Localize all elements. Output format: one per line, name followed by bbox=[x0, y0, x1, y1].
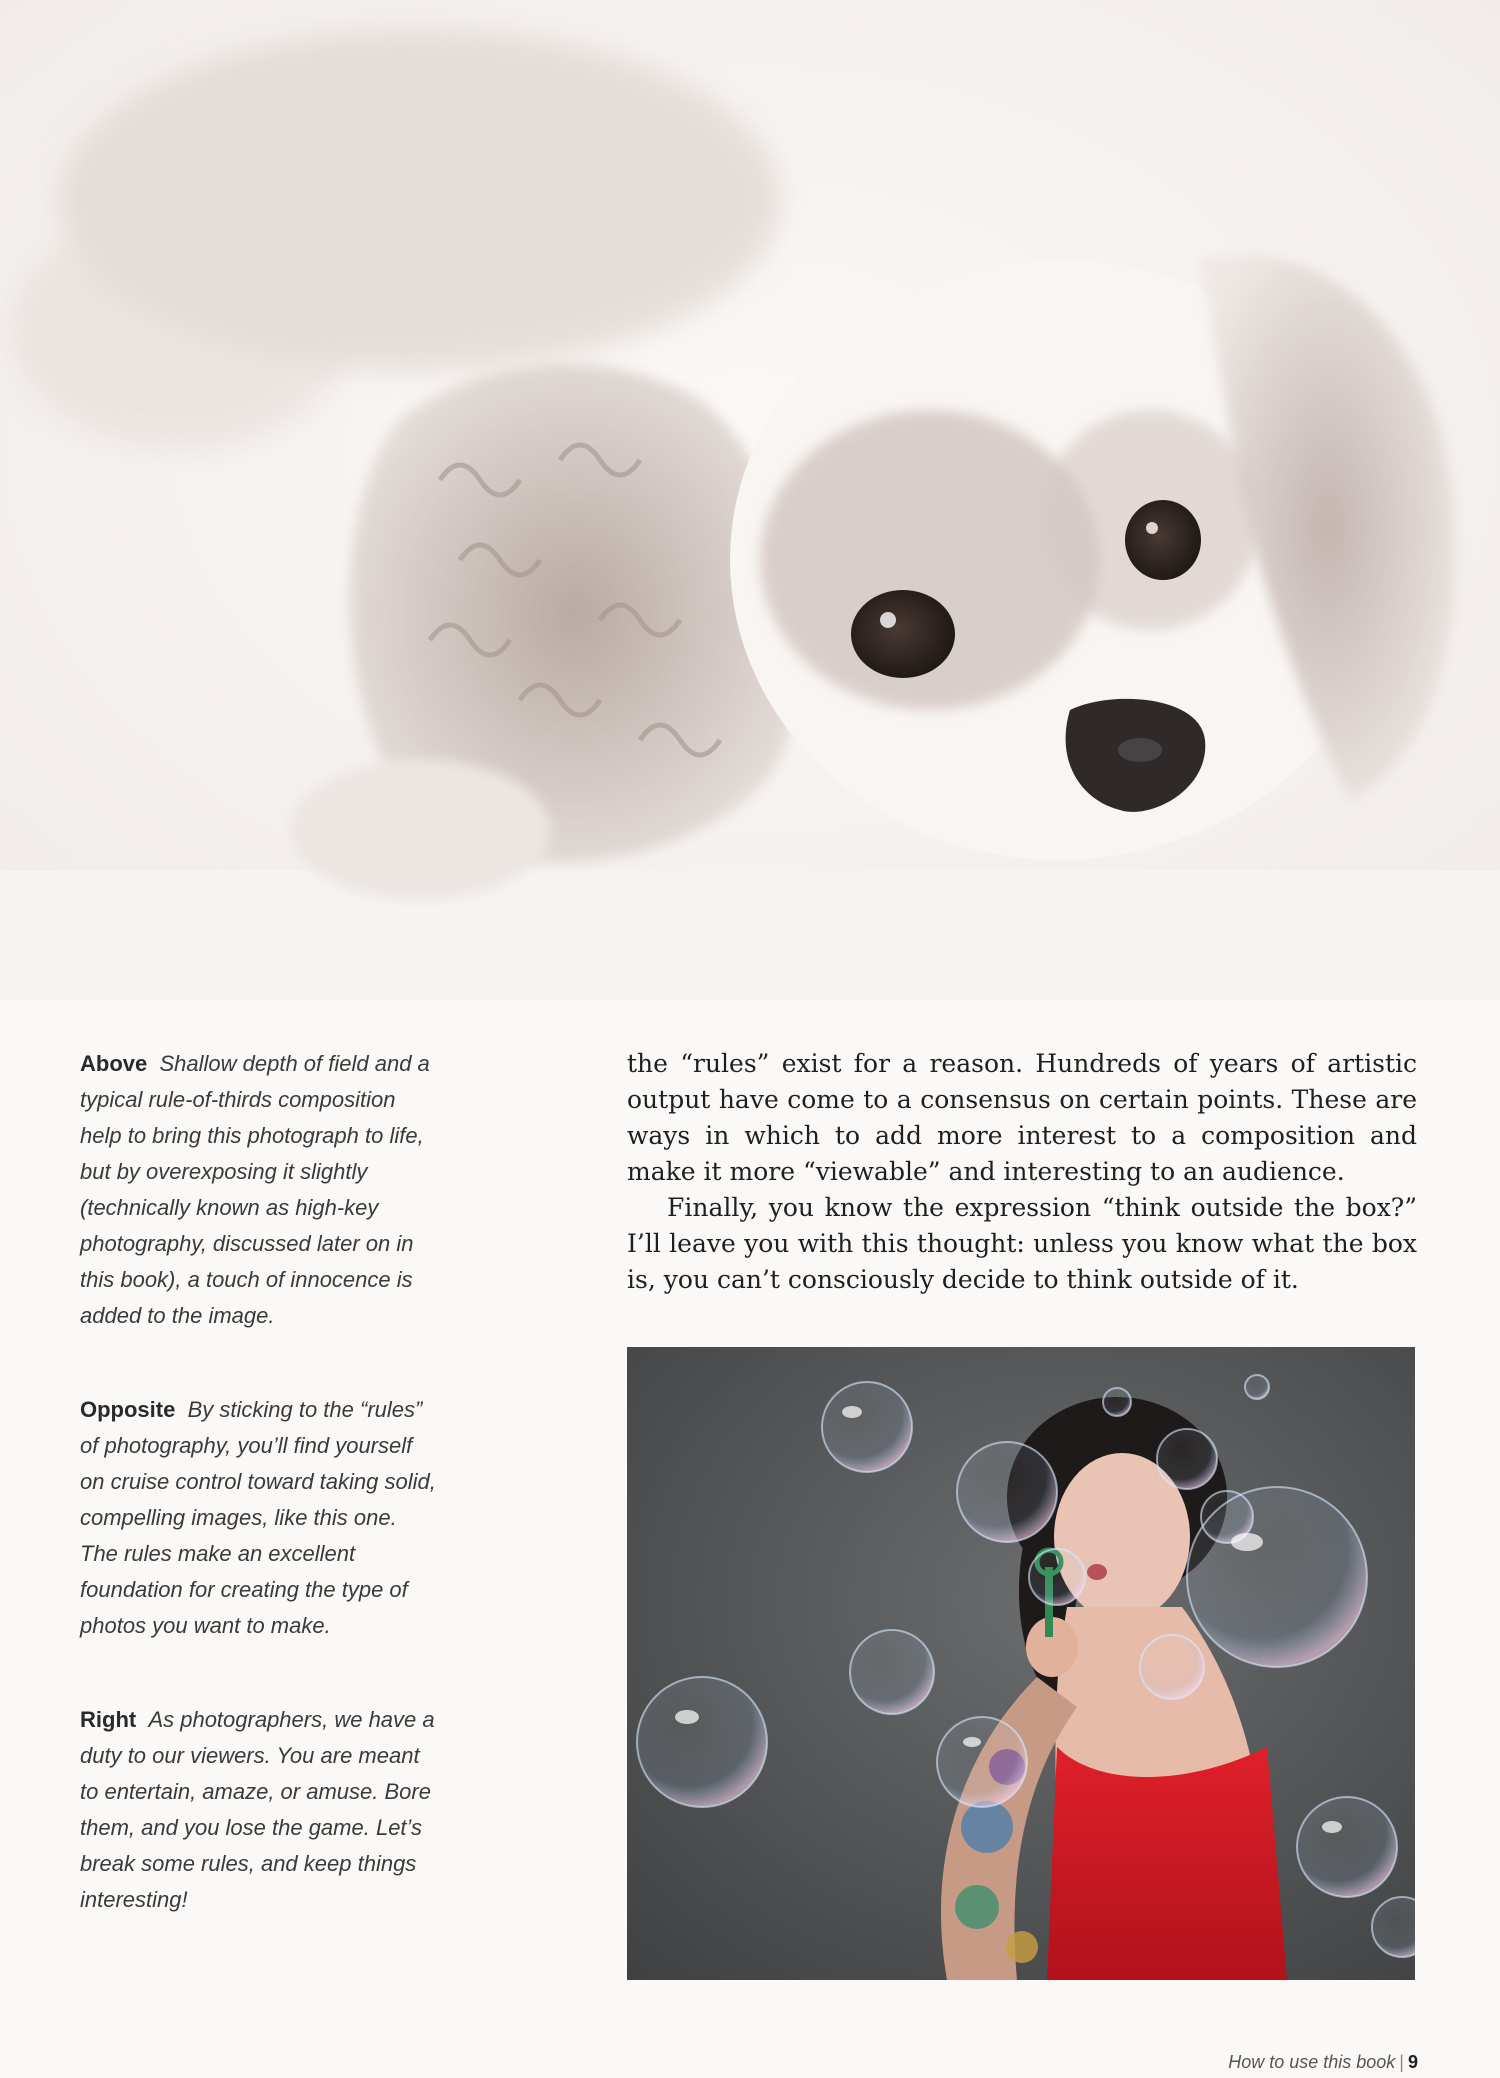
body-text bbox=[627, 1046, 1417, 1298]
footer-separator: | bbox=[1399, 2052, 1404, 2072]
running-footer-section: How to use this book bbox=[1228, 2052, 1396, 2072]
dog-photo bbox=[0, 0, 1500, 1000]
bubbles-photo bbox=[627, 1347, 1415, 1980]
dog-illustration bbox=[0, 0, 1500, 1000]
caption-above bbox=[80, 1046, 440, 1334]
body-paragraph: the “rules” exist for a reason. Hundreds of years of artistic output have come to a consensus on certain points. These are ways in which to add more interest to a composition and make it more “viewable” and interesting to an audience. bbox=[627, 1049, 1417, 1186]
page-footer bbox=[1228, 2052, 1418, 2073]
caption-right bbox=[80, 1702, 440, 1918]
caption-opposite bbox=[80, 1392, 440, 1644]
page-number: 9 bbox=[1407, 2052, 1418, 2072]
bubbles-illustration bbox=[627, 1347, 1415, 1980]
caption-text: Shallow depth of field and a typical rule-of-thirds composition help to bring this photograph to life, but by overexposing it slightly (technically known as high-key photography, discussed later on in this book), a touch of innocence is added to the image. bbox=[80, 1051, 430, 1328]
caption-text: As photographers, we have a duty to our viewers. You are meant to entertain, amaze, or amuse. Bore them, and you lose the game. Let’s break some rules, and keep things interesting! bbox=[80, 1707, 435, 1912]
captions-column bbox=[80, 1046, 440, 1976]
body-paragraph: Finally, you know the expression “think outside the box?” I’ll leave you with this thought: unless you know what the box is, you can’t consciously decide to think outside of it. bbox=[627, 1193, 1417, 1294]
caption-lead: Above bbox=[80, 1051, 148, 1076]
caption-lead: Opposite bbox=[80, 1397, 176, 1422]
caption-lead: Right bbox=[80, 1707, 137, 1732]
caption-text: By sticking to the “rules” of photography, you’ll find yourself on cruise control toward taking solid, compelling images, like this one. The rules make an excellent foundation for creating the type of photos you want to make. bbox=[80, 1397, 436, 1638]
